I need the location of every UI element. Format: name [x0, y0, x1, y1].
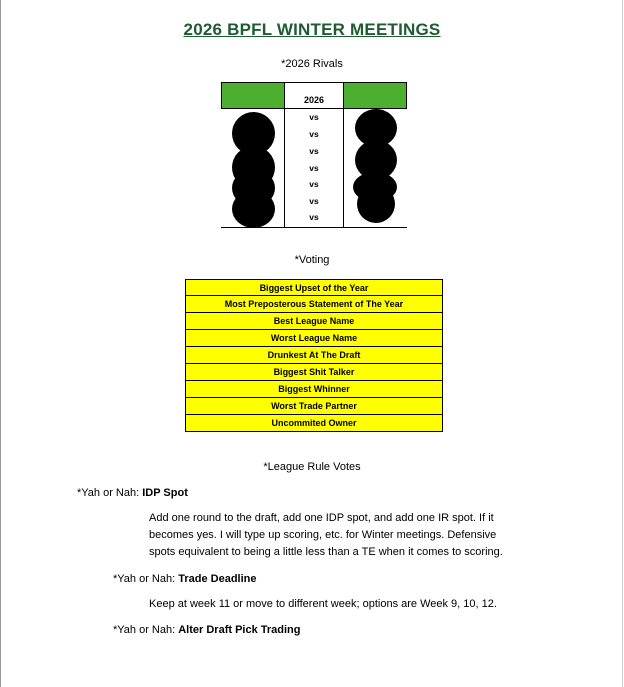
description-line: spots equivalent to being a little less than a TE when it comes to scoring. — [149, 546, 503, 558]
matchup-vs: vs — [309, 129, 319, 139]
voting-category: Best League Name — [185, 313, 443, 330]
voting-category: Drunkest At The Draft — [185, 347, 443, 364]
voting-label: *Voting — [294, 254, 330, 266]
rule-votes-label: *League Rule Votes — [263, 461, 361, 473]
rule-vote-name: IDP Spot — [142, 487, 188, 499]
voting-category: Worst Trade Partner — [185, 398, 443, 415]
rivals-label: *2026 Rivals — [281, 58, 343, 70]
voting-category: Worst League Name — [185, 330, 443, 347]
redaction-mark — [232, 190, 275, 228]
page-right-edge — [622, 0, 623, 687]
matchup-vs: vs — [309, 146, 319, 156]
voting-category: Most Preposterous Statement of The Year — [185, 296, 443, 313]
rivals-year-header: 2026 — [284, 82, 344, 109]
voting-category: Biggest Upset of the Year — [185, 279, 443, 296]
rule-vote-heading — [77, 485, 188, 502]
rivals-header-left — [221, 82, 285, 109]
matchup-vs: vs — [309, 163, 319, 173]
rule-vote-description — [149, 596, 569, 613]
rule-vote-name: Alter Draft Pick Trading — [178, 624, 301, 636]
matchup-vs: vs — [309, 212, 319, 222]
rivals-header-right — [343, 82, 407, 109]
voting-category: Uncommited Owner — [185, 415, 443, 432]
redaction-mark — [357, 185, 395, 223]
description-line: Add one round to the draft, add one IDP spot, and add one IR spot. If it — [149, 512, 494, 524]
rule-vote-prefix: *Yah or Nah: — [77, 487, 140, 499]
rule-vote-heading — [113, 622, 301, 639]
matchup-vs: vs — [309, 179, 319, 189]
rule-vote-description — [149, 510, 569, 561]
rule-vote-heading — [113, 571, 257, 588]
description-line: becomes yes. I will type up scoring, etc. for Winter meetings. Defensive — [149, 529, 497, 541]
matchup-vs: vs — [309, 112, 319, 122]
voting-table — [185, 279, 443, 432]
rule-vote-prefix: *Yah or Nah: — [113, 624, 176, 636]
voting-category: Biggest Whinner — [185, 381, 443, 398]
rivals-table — [221, 82, 407, 228]
document-title: 2026 BPFL WINTER MEETINGS — [183, 20, 441, 39]
voting-category: Biggest Shit Talker — [185, 364, 443, 381]
matchup-vs: vs — [309, 196, 319, 206]
description-line: Keep at week 11 or move to different week; options are Week 9, 10, 12. — [149, 598, 497, 610]
rule-vote-name: Trade Deadline — [178, 573, 257, 585]
rule-vote-prefix: *Yah or Nah: — [113, 573, 176, 585]
page-left-edge — [0, 0, 1, 687]
